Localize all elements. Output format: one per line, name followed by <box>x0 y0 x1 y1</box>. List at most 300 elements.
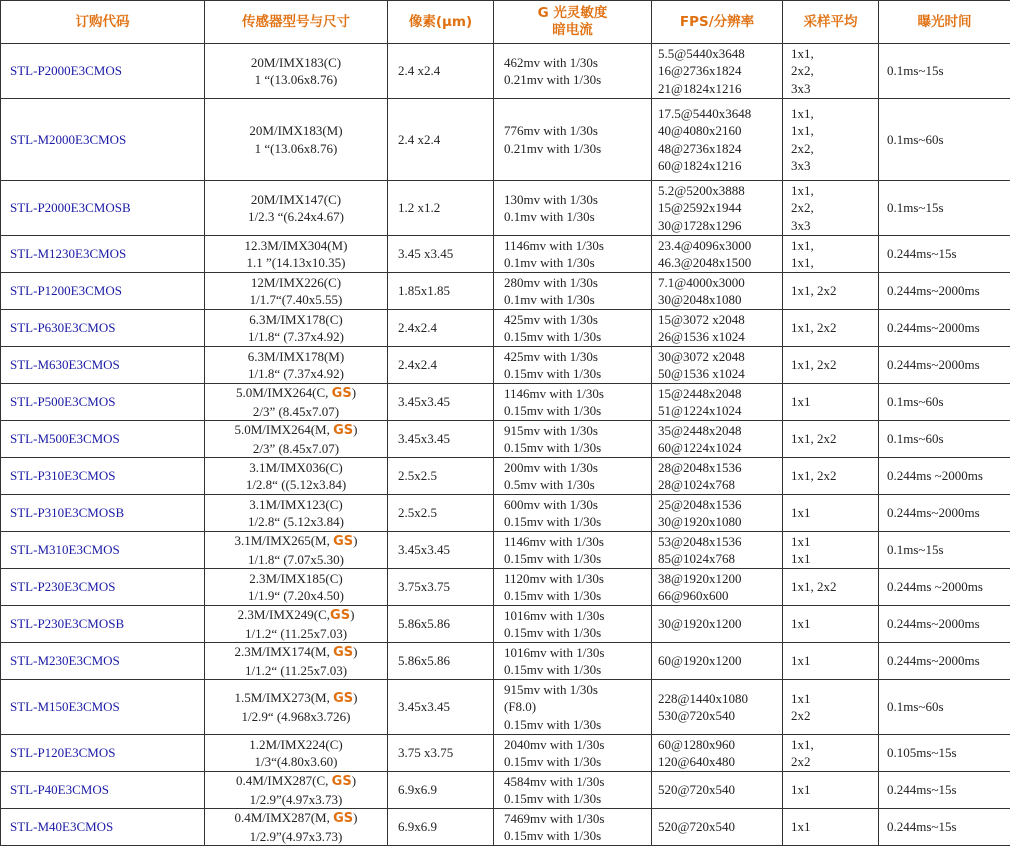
fps-resolution <box>652 458 783 495</box>
header-row <box>1 1 1010 44</box>
sensor-size: 1/2.9”(4.97x3.73) <box>249 791 343 807</box>
cell-line: 7.1@4000x3000 <box>658 274 745 290</box>
binning <box>783 236 879 273</box>
pixel-size: 3.45x3.45 <box>388 421 494 458</box>
binning <box>783 569 879 606</box>
sensitivity <box>494 809 652 846</box>
exposure-time: 0.244ms~15s <box>879 236 1010 273</box>
cell-line: 0.15mv with 1/30s <box>504 754 602 769</box>
cell-line: 6.3M/IMX178(M) <box>247 348 345 364</box>
sensor-model <box>205 643 388 680</box>
cell-line: 2x2, <box>791 63 814 79</box>
table-row <box>1 532 1010 569</box>
header-fps-resolution: FPS/分辨率 <box>652 1 783 44</box>
exposure-time: 0.244ms ~2000ms <box>879 569 1010 606</box>
cell-line: 1120mv with 1/30s <box>504 570 604 586</box>
table-row <box>1 44 1010 99</box>
pixel-size: 3.45 x3.45 <box>388 236 494 273</box>
order-code: STL-P230E3CMOSB <box>1 606 205 643</box>
cell-line: 1x1, <box>791 123 814 138</box>
fps-resolution <box>652 181 783 236</box>
global-shutter-badge: GS <box>333 645 354 660</box>
binning <box>783 310 879 347</box>
sensitivity <box>494 532 652 569</box>
order-code: STL-M40E3CMOS <box>1 809 205 846</box>
sensitivity <box>494 606 652 643</box>
table-row <box>1 458 1010 495</box>
cell-line: 1x1, <box>791 237 814 253</box>
pixel-size: 5.86x5.86 <box>388 606 494 643</box>
cell-line: 520@720x540 <box>658 782 735 798</box>
sensor-model <box>205 310 388 347</box>
pixel-size: 1.2 x1.2 <box>388 181 494 236</box>
binning <box>783 495 879 532</box>
exposure-time: 0.1ms~60s <box>879 384 1010 421</box>
cell-line: 60@1280x960 <box>658 736 735 752</box>
cell-line: 1/2.8“ ((5.12x3.84) <box>245 477 347 492</box>
cell-line: 30@1920x1080 <box>658 514 742 529</box>
cell-line: 1/1.7“(7.40x5.55) <box>249 292 343 307</box>
sensor-model <box>205 680 388 735</box>
fps-resolution <box>652 606 783 643</box>
cell-line: 53@2048x1536 <box>658 533 742 549</box>
fps-resolution <box>652 772 783 809</box>
cell-line: 1x1 <box>791 616 811 632</box>
sensitivity <box>494 310 652 347</box>
exposure-time: 0.1ms~15s <box>879 44 1010 99</box>
cell-line: 30@3072 x2048 <box>658 348 745 364</box>
cell-line: 7469mv with 1/30s <box>504 810 605 826</box>
cell-line <box>205 689 387 708</box>
sensor-name-close: ) <box>353 533 358 548</box>
binning <box>783 532 879 569</box>
cell-line: 35@2448x2048 <box>658 422 742 438</box>
fps-resolution <box>652 809 783 846</box>
sensitivity <box>494 44 652 99</box>
pixel-size: 3.75x3.75 <box>388 569 494 606</box>
cell-line: 0.15mv with 1/30s <box>504 403 602 418</box>
exposure-time: 0.1ms~15s <box>879 532 1010 569</box>
header-sensor-model: 传感器型号与尺寸 <box>205 1 388 44</box>
cell-line: 1x1, 2x2 <box>791 357 837 373</box>
cell-line: 60@1920x1200 <box>658 653 742 669</box>
sensor-size: 1/1.2“ (11.25x7.03) <box>244 662 348 678</box>
sensor-name: 5.0M/IMX264(C, <box>235 385 332 400</box>
cell-line: 1146mv with 1/30s <box>504 237 604 253</box>
order-code: STL-P310E3CMOS <box>1 458 205 495</box>
cell-line: 40@4080x2160 <box>658 123 742 138</box>
sensor-size: 2/3” (8.45x7.07) <box>252 403 340 419</box>
cell-line: 2x2 <box>791 708 811 723</box>
cell-line: 0.15mv with 1/30s <box>504 551 602 566</box>
sensitivity <box>494 458 652 495</box>
header-binning: 采样平均 <box>783 1 879 44</box>
sensitivity <box>494 236 652 273</box>
pixel-size: 2.5x2.5 <box>388 458 494 495</box>
exposure-time: 0.1ms~15s <box>879 181 1010 236</box>
cell-line: 30@1728x1296 <box>658 217 742 233</box>
sensitivity <box>494 347 652 384</box>
cell-line: 1 “(13.06x8.76) <box>254 140 338 156</box>
cell-line: 0.15mv with 1/30s <box>504 440 602 455</box>
order-code: STL-M230E3CMOS <box>1 643 205 680</box>
cell-line: 15@2448x2048 <box>658 385 742 401</box>
cell-line: 1x1, <box>791 255 814 270</box>
pixel-size: 2.5x2.5 <box>388 495 494 532</box>
fps-resolution <box>652 495 783 532</box>
cell-line: 3x3 <box>791 80 811 96</box>
cell-line: 2x2, <box>791 140 814 156</box>
cell-line: 21@1824x1216 <box>658 80 742 96</box>
fps-resolution <box>652 44 783 99</box>
table-row <box>1 643 1010 680</box>
table-row <box>1 310 1010 347</box>
binning <box>783 99 879 181</box>
fps-resolution <box>652 643 783 680</box>
cell-line: 1x1 <box>791 505 811 521</box>
sensitivity <box>494 772 652 809</box>
order-code: STL-M2000E3CMOS <box>1 99 205 181</box>
header-order-code: 订购代码 <box>1 1 205 44</box>
global-shutter-badge: GS <box>333 691 354 706</box>
pixel-size: 3.75 x3.75 <box>388 735 494 772</box>
cell-line: 1/3“(4.80x3.60) <box>254 754 338 769</box>
cell-line: 228@1440x1080 <box>658 690 748 706</box>
cell-line: 1/1.8“ (7.37x4.92) <box>247 366 345 381</box>
order-code: STL-P40E3CMOS <box>1 772 205 809</box>
cell-line: 48@2736x1824 <box>658 140 742 156</box>
sensitivity <box>494 569 652 606</box>
sensitivity <box>494 421 652 458</box>
sensor-name: 5.0M/IMX264(M, <box>234 422 334 437</box>
sensor-model <box>205 421 388 458</box>
cell-line: 2x2, <box>791 200 814 216</box>
cell-line <box>205 384 387 403</box>
fps-resolution <box>652 273 783 310</box>
cell-line: 66@960x600 <box>658 588 729 603</box>
exposure-time: 0.244ms ~2000ms <box>879 458 1010 495</box>
pixel-size: 2.4 x2.4 <box>388 44 494 99</box>
cell-line: 1x1, 2x2 <box>791 283 837 299</box>
cell-line: 20M/IMX147(C) <box>250 191 342 207</box>
cell-line: 46.3@2048x1500 <box>658 255 752 270</box>
sensor-name: 0.4M/IMX287(C, <box>235 773 332 788</box>
sensitivity <box>494 680 652 735</box>
sensor-name-close: ) <box>351 385 357 400</box>
cell-line: 520@720x540 <box>658 819 735 835</box>
sensor-name: 1.5M/IMX273(M, <box>234 690 334 705</box>
pixel-size: 3.45x3.45 <box>388 384 494 421</box>
table-row <box>1 809 1010 846</box>
cell-line: 425mv with 1/30s <box>504 348 598 364</box>
binning <box>783 273 879 310</box>
cell-line: 50@1536 x1024 <box>658 366 745 381</box>
cell-line: 0.15mv with 1/30s <box>504 329 602 344</box>
cell-line: 1x1 <box>791 819 811 835</box>
binning <box>783 643 879 680</box>
order-code: STL-P120E3CMOS <box>1 735 205 772</box>
cell-line: 600mv with 1/30s <box>504 496 598 512</box>
cell-line: 26@1536 x1024 <box>658 329 745 344</box>
cell-line: 1146mv with 1/30s <box>504 385 604 401</box>
cell-line: 130mv with 1/30s <box>504 191 598 207</box>
cell-line: 462mv with 1/30s <box>504 54 598 70</box>
cell-line: 0.15mv with 1/30s <box>504 716 602 732</box>
exposure-time: 0.244ms~2000ms <box>879 347 1010 384</box>
cell-line: 0.1mv with 1/30s <box>504 292 595 307</box>
cell-line: 0.21mv with 1/30s <box>504 140 602 156</box>
sensor-size: 1/1.8“ (7.07x5.30) <box>247 551 345 567</box>
pixel-size: 5.86x5.86 <box>388 643 494 680</box>
cell-line: 1/2.8“ (5.12x3.84) <box>247 514 345 529</box>
binning <box>783 421 879 458</box>
fps-resolution <box>652 384 783 421</box>
sensor-name-close: ) <box>353 810 358 825</box>
cell-line: 30@2048x1080 <box>658 292 742 307</box>
cell-line: 6.3M/IMX178(C) <box>249 311 343 327</box>
fps-resolution <box>652 236 783 273</box>
sensor-name: 2.3M/IMX174(M, <box>234 644 334 659</box>
order-code: STL-P230E3CMOS <box>1 569 205 606</box>
exposure-time: 0.244ms~2000ms <box>879 310 1010 347</box>
table-row <box>1 569 1010 606</box>
sensor-model <box>205 181 388 236</box>
cell-line <box>205 643 387 662</box>
order-code: STL-P2000E3CMOS <box>1 44 205 99</box>
cell-line: 1.2M/IMX224(C) <box>249 736 343 752</box>
cell-line: 1x1 <box>791 653 811 669</box>
sensor-model <box>205 384 388 421</box>
sensor-name: 3.1M/IMX265(M, <box>234 533 334 548</box>
exposure-time: 0.244ms~2000ms <box>879 273 1010 310</box>
cell-line: 4584mv with 1/30s <box>504 773 605 789</box>
cell-line: 12.3M/IMX304(M) <box>244 237 348 253</box>
cell-line: 1x1, <box>791 182 814 198</box>
cell-line: 1x1 <box>791 394 811 410</box>
cell-line: 1x1, 2x2 <box>791 320 837 336</box>
binning <box>783 606 879 643</box>
fps-resolution <box>652 735 783 772</box>
binning <box>783 44 879 99</box>
cell-line: 1016mv with 1/30s <box>504 644 605 660</box>
binning <box>783 384 879 421</box>
sensitivity <box>494 273 652 310</box>
table-row <box>1 181 1010 236</box>
order-code: STL-P1200E3CMOS <box>1 273 205 310</box>
table-row <box>1 735 1010 772</box>
exposure-time: 0.1ms~60s <box>879 680 1010 735</box>
cell-line: 1/2.3 “(6.24x4.67) <box>247 209 345 224</box>
table-row <box>1 347 1010 384</box>
exposure-time: 0.244ms~2000ms <box>879 495 1010 532</box>
sensor-name-close: ) <box>353 422 358 437</box>
cell-line: 0.15mv with 1/30s <box>504 791 602 806</box>
order-code: STL-P2000E3CMOSB <box>1 181 205 236</box>
sensitivity <box>494 643 652 680</box>
cell-line: 30@1920x1200 <box>658 616 742 632</box>
cell-line: 1x1 <box>791 533 811 549</box>
sensor-model <box>205 495 388 532</box>
cell-line: 15@2592x1944 <box>658 200 742 216</box>
cell-line: 25@2048x1536 <box>658 496 742 512</box>
table-row <box>1 99 1010 181</box>
cell-line: 120@640x480 <box>658 754 735 769</box>
cell-line <box>205 421 387 440</box>
cell-line: 16@2736x1824 <box>658 63 742 79</box>
sensor-model <box>205 44 388 99</box>
cell-line: 915mv with 1/30s <box>504 681 598 697</box>
sensor-name-close: ) <box>353 644 358 659</box>
cell-line: 5.2@5200x3888 <box>658 182 745 198</box>
sensor-model <box>205 809 388 846</box>
cell-line: 0.21mv with 1/30s <box>504 72 602 87</box>
exposure-time: 0.244ms~15s <box>879 809 1010 846</box>
cell-line: 15@3072 x2048 <box>658 311 745 327</box>
sensor-model <box>205 606 388 643</box>
sensor-name-close: ) <box>353 690 358 705</box>
global-shutter-badge: GS <box>331 774 352 789</box>
sensor-model <box>205 347 388 384</box>
binning <box>783 680 879 735</box>
order-code: STL-M150E3CMOS <box>1 680 205 735</box>
table-row <box>1 236 1010 273</box>
pixel-size: 2.4x2.4 <box>388 310 494 347</box>
cell-line: 28@2048x1536 <box>658 459 742 475</box>
exposure-time: 0.244ms~2000ms <box>879 606 1010 643</box>
table-row <box>1 772 1010 809</box>
pixel-size: 2.4x2.4 <box>388 347 494 384</box>
cell-line: 1x1 <box>791 690 811 706</box>
table-row <box>1 384 1010 421</box>
cell-line: 85@1024x768 <box>658 551 735 566</box>
cell-line <box>205 532 387 551</box>
sensor-model <box>205 273 388 310</box>
fps-resolution <box>652 99 783 181</box>
header-exposure: 曝光时间 <box>879 1 1010 44</box>
cell-line: 17.5@5440x3648 <box>658 105 752 121</box>
pixel-size: 1.85x1.85 <box>388 273 494 310</box>
cell-line: 1/1.9“ (7.20x4.50) <box>247 588 345 603</box>
fps-resolution <box>652 569 783 606</box>
cell-line: 1x1 <box>791 782 811 798</box>
sensor-name: 2.3M/IMX249(C, <box>237 607 331 622</box>
global-shutter-badge: GS <box>331 386 352 401</box>
cell-line: 0.15mv with 1/30s <box>504 828 602 843</box>
global-shutter-badge: GS <box>333 423 354 438</box>
order-code: STL-P630E3CMOS <box>1 310 205 347</box>
sensor-model <box>205 99 388 181</box>
cell-line: 425mv with 1/30s <box>504 311 598 327</box>
header-pixel-size: 像素(μm) <box>388 1 494 44</box>
sensitivity <box>494 384 652 421</box>
cell-line: 0.15mv with 1/30s <box>504 588 602 603</box>
cell-line <box>205 809 387 828</box>
cell-line: 1x1, <box>791 105 814 121</box>
table-row <box>1 273 1010 310</box>
cell-line: 3x3 <box>791 158 811 173</box>
cell-line: 20M/IMX183(M) <box>249 123 343 138</box>
cell-line: 0.15mv with 1/30s <box>504 366 602 381</box>
order-code: STL-M500E3CMOS <box>1 421 205 458</box>
fps-resolution <box>652 680 783 735</box>
cell-line: 3.1M/IMX123(C) <box>249 496 343 512</box>
table-row <box>1 495 1010 532</box>
cell-line: 51@1224x1024 <box>658 403 742 418</box>
order-code: STL-M1230E3CMOS <box>1 236 205 273</box>
cell-line: 0.1mv with 1/30s <box>504 209 595 224</box>
pixel-size: 6.9x6.9 <box>388 772 494 809</box>
table-row <box>1 421 1010 458</box>
cell-line: 776mv with 1/30s <box>504 123 598 138</box>
sensor-size: 1/1.2“ (11.25x7.03) <box>244 625 348 641</box>
fps-resolution <box>652 310 783 347</box>
order-code: STL-M630E3CMOS <box>1 347 205 384</box>
table-row <box>1 606 1010 643</box>
sensor-model <box>205 569 388 606</box>
cell-line: 2.3M/IMX185(C) <box>249 570 343 586</box>
cell-line: 3.1M/IMX036(C) <box>249 459 343 475</box>
cell-line: 0.15mv with 1/30s <box>504 514 602 529</box>
cell-line: 1016mv with 1/30s <box>504 607 605 623</box>
cell-line: 3x3 <box>791 217 811 233</box>
cell-line: 1x1, 2x2 <box>791 431 837 447</box>
fps-resolution <box>652 421 783 458</box>
exposure-time: 0.1ms~60s <box>879 99 1010 181</box>
sensor-model <box>205 735 388 772</box>
cell-line: 0.5mv with 1/30s <box>504 477 595 492</box>
cell-line: 1x1, <box>791 736 814 752</box>
cell-line: 28@1024x768 <box>658 477 735 492</box>
cell-line: 530@720x540 <box>658 708 735 723</box>
cell-line: 60@1224x1024 <box>658 440 742 455</box>
cell-line <box>205 772 387 791</box>
sensor-name-close: ) <box>350 607 355 622</box>
sensor-model <box>205 532 388 569</box>
binning <box>783 181 879 236</box>
exposure-time: 0.244ms~15s <box>879 772 1010 809</box>
binning <box>783 347 879 384</box>
fps-resolution <box>652 347 783 384</box>
pixel-size: 6.9x6.9 <box>388 809 494 846</box>
cell-line: 200mv with 1/30s <box>504 459 598 475</box>
cell-line: (F8.0) <box>504 699 537 715</box>
binning <box>783 809 879 846</box>
cell-line: 1x1, 2x2 <box>791 468 837 484</box>
exposure-time: 0.105ms~15s <box>879 735 1010 772</box>
exposure-time: 0.1ms~60s <box>879 421 1010 458</box>
cell-line: 23.4@4096x3000 <box>658 237 752 253</box>
sensor-model <box>205 236 388 273</box>
table-row <box>1 680 1010 735</box>
cell-line: 12M/IMX226(C) <box>250 274 342 290</box>
cell-line: 1x1 <box>791 551 811 566</box>
cell-line: 1/1.8“ (7.37x4.92) <box>247 329 345 344</box>
sensitivity <box>494 99 652 181</box>
sensitivity <box>494 495 652 532</box>
sensor-name-close: ) <box>351 773 357 788</box>
cell-line: 2x2 <box>791 754 811 769</box>
cell-line: 2040mv with 1/30s <box>504 736 605 752</box>
global-shutter-badge: GS <box>333 811 354 826</box>
pixel-size: 3.45x3.45 <box>388 680 494 735</box>
sensor-size: 1/2.9”(4.97x3.73) <box>249 828 343 844</box>
binning <box>783 458 879 495</box>
cell-line: 0.1mv with 1/30s <box>504 255 595 270</box>
sensor-name: 0.4M/IMX287(M, <box>234 810 334 825</box>
cell-line: 1146mv with 1/30s <box>504 533 604 549</box>
cell-line: 60@1824x1216 <box>658 158 742 173</box>
cell-line: 0.15mv with 1/30s <box>504 625 602 640</box>
